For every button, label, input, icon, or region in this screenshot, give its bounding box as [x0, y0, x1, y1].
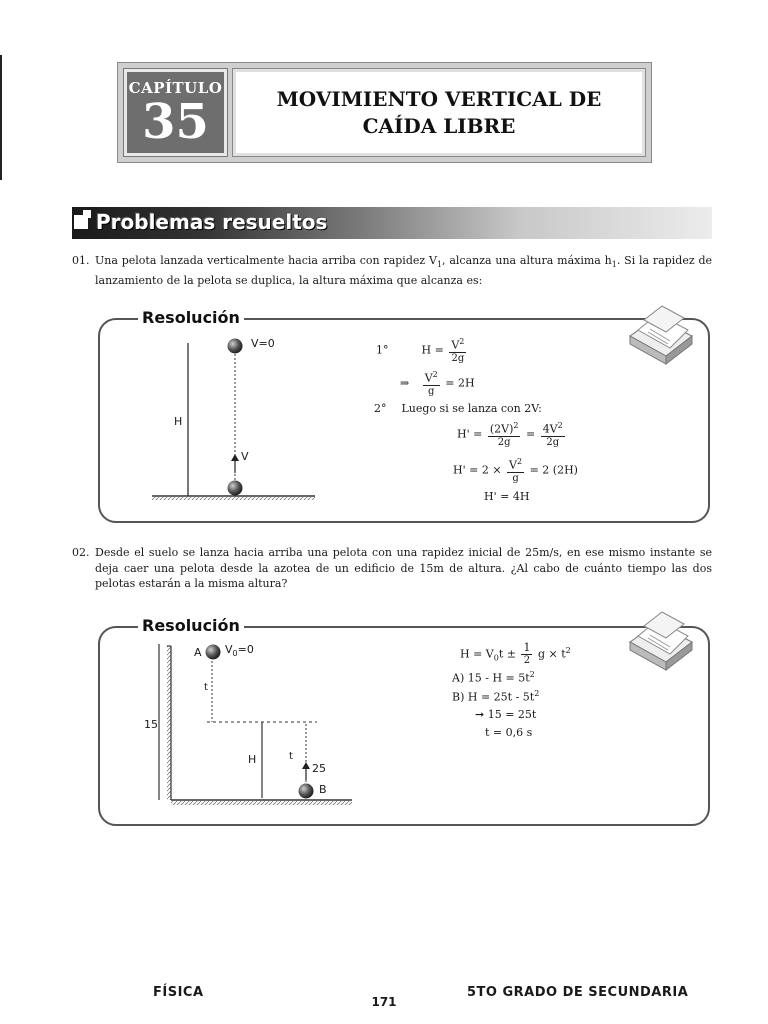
section-title: Problemas resueltos: [96, 210, 328, 234]
chapter-number-box: [124, 69, 227, 156]
label-v0: $V_0=0$: [225, 643, 254, 659]
label-t1: t: [204, 682, 208, 693]
label-h: H: [248, 753, 257, 766]
problem-02: [72, 545, 712, 592]
problem-number: 01.: [72, 254, 90, 267]
label-15: 15: [144, 718, 158, 731]
velocity-arrow-icon: [231, 454, 239, 461]
equation-d: t = 0,6 s: [485, 726, 533, 739]
chapter-title: MOVIMIENTO VERTICAL DE CAÍDA LIBRE: [276, 86, 602, 138]
label-a: A: [194, 646, 202, 659]
label-t2: t: [289, 751, 293, 762]
free-fall-diagram-2: [152, 642, 357, 806]
chapter-label: CAPÍTULO: [128, 79, 223, 97]
step-2-label: 2° Luego si se lanza con 2V:: [374, 402, 542, 415]
result-equation: H' = 4H: [484, 490, 530, 503]
left-margin-bar: [0, 55, 2, 180]
step-1b-equation: ⇒ $\frac{V^2}{g}$ = 2H: [400, 370, 475, 397]
label-v-zero: V=0: [251, 337, 275, 350]
ball-a: [206, 645, 221, 660]
ball-bottom: [228, 481, 243, 496]
problem-text: Una pelota lanzada verticalmente hacia arriba con rapidez $V_1$, alcanza una altura máxima $h_1$. Si la rapidez de lanzamiento de la pelota se duplica, la altura máxima que alcanza es:: [95, 254, 713, 287]
problem-01: [72, 253, 712, 288]
resolution-title: Resolución: [138, 308, 244, 327]
label-height: H: [174, 415, 183, 428]
step-1-equation: 1° H = $\frac{V^2}{2g}$: [376, 337, 465, 364]
footer-grade: 5TO GRADO DE SECUNDARIA: [467, 985, 689, 1000]
section-banner: [72, 207, 712, 239]
resolution-box-1: [98, 308, 710, 523]
equation-c: ➞ 15 = 25t: [475, 708, 537, 721]
chapter-number: 35: [142, 94, 209, 150]
equation-a: A) $15 - H = 5t^2$: [452, 670, 535, 685]
resolution-box-2: [98, 616, 710, 826]
label-b: B: [319, 783, 327, 796]
equation-b: B) $H = 25t - 5t^2$: [452, 689, 540, 704]
ball-b: [299, 784, 314, 799]
velocity-arrow-icon: [302, 762, 310, 769]
footer-subject: FÍSICA: [153, 985, 204, 1000]
page-number: 171: [371, 995, 397, 1009]
banner-square-small-icon: [83, 210, 91, 218]
book-icon: [626, 300, 696, 370]
step-2-equation: H' = $\frac{(2V)^2}{2g}$ = $\frac{4V^2}{2g}$: [457, 421, 563, 448]
label-25: 25: [312, 762, 326, 775]
chapter-title-box: [233, 69, 645, 156]
problem-number: 02.: [72, 546, 90, 559]
general-equation: $H = V_0t$ ± $\frac{1}{2}$ $g \times t^2$: [460, 641, 571, 666]
book-icon: [626, 606, 696, 676]
label-velocity: V: [241, 450, 249, 463]
chapter-header: [117, 62, 652, 163]
ball-top: [228, 339, 243, 354]
resolution-title: Resolución: [138, 616, 244, 635]
problem-text: Desde el suelo se lanza hacia arriba una pelota con una rapidez inicial de 25m/s, en ese mismo instante se deja caer una pelota desde la azotea de un edificio de 15m de altura. ¿Al cabo de cuánto tiempo las dos pelotas estarán a la misma altura?: [95, 546, 712, 590]
step-3-equation: H' = 2 × $\frac{V^2}{g}$ = 2 (2H): [453, 457, 578, 484]
